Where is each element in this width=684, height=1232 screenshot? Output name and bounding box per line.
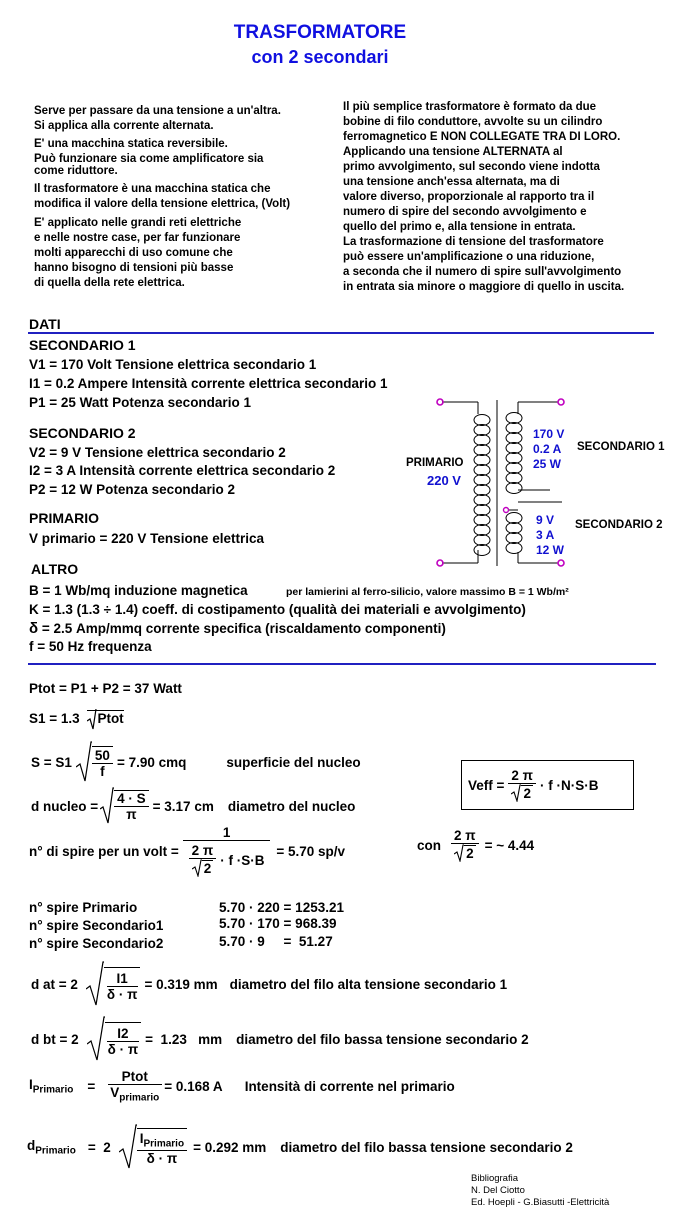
- coil-turn: [506, 443, 522, 454]
- ip-symbol: I: [29, 1077, 33, 1092]
- section-divider: [28, 663, 656, 665]
- ip-den-symbol: V: [110, 1085, 120, 1100]
- dat-formula: [31, 961, 507, 1007]
- dat-label: d at = 2: [31, 976, 78, 992]
- diagram-sec2-p: 12 W: [536, 543, 565, 557]
- coil-turn: [506, 433, 522, 444]
- terminal-sec1-top: [558, 399, 564, 405]
- coil-turn: [506, 453, 522, 464]
- intro-line: a seconda che il numero di spire sull'avvolgimento: [343, 266, 622, 278]
- coil-turn: [506, 533, 522, 544]
- diagram-sec2-i: 3 A: [536, 528, 555, 542]
- coil-turn: [506, 483, 522, 494]
- spire-per-volt-formula: [29, 825, 345, 877]
- dp-label: [27, 1138, 76, 1157]
- spire-result: = 5.70 sp/v: [276, 843, 346, 859]
- veff-denominator: [508, 784, 536, 802]
- coil-turn: [506, 523, 522, 534]
- con-fraction: [451, 828, 479, 862]
- intro-line: Applicando una tensione ALTERNATA al: [343, 146, 563, 158]
- diagram-sec1-i: 0.2 A: [533, 442, 562, 456]
- diagram-sec2-label: SECONDARIO 2: [575, 519, 663, 531]
- coil-turn: [506, 513, 522, 524]
- sqrt-symbol: [119, 1124, 137, 1170]
- v2-row: V2 = 9 V Tensione elettrica secondario 2: [29, 445, 286, 460]
- dn-description: diametro del nucleo: [227, 798, 356, 814]
- diagram-sec1-p: 25 W: [533, 457, 562, 471]
- secondario1-heading: SECONDARIO 1: [29, 337, 136, 353]
- spire-inner-denominator: [189, 859, 217, 877]
- s-fraction: [92, 746, 113, 779]
- s1-label: S1 = 1.3: [29, 711, 80, 726]
- v1-row: V1 = 170 Volt Tensione elettrica secondario 1: [29, 357, 317, 372]
- p2-row: P2 = 12 W Potenza secondario 2: [29, 482, 235, 497]
- coil-turn: [474, 485, 490, 496]
- ip-result: = 0.168 A: [164, 1078, 223, 1094]
- ip-fraction: [107, 1069, 162, 1104]
- i1-row: I1 = 0.2 Ampere Intensità corrente elettrica secondario 1: [29, 376, 388, 391]
- s-description: superficie del nucleo: [226, 754, 361, 770]
- sqrt-symbol: [511, 784, 521, 802]
- con-denominator: [451, 844, 479, 862]
- dp-symbol: d: [27, 1137, 36, 1153]
- dp-numerator: [137, 1131, 187, 1151]
- coil-turn: [474, 415, 490, 426]
- intro-right: [343, 100, 624, 295]
- nspire-primario-expr: 5.70 · 220 = 1253.21: [219, 900, 344, 915]
- dprimario-formula: [27, 1124, 573, 1170]
- con-result: = ~ 4.44: [484, 837, 535, 853]
- ip-label: [29, 1077, 73, 1096]
- delta-symbol: δ: [29, 620, 39, 637]
- intro-line: E' applicato nelle grandi reti elettriche: [34, 217, 242, 229]
- intro-line: Serve per passare da una tensione a un'altra.: [34, 105, 281, 117]
- intro-line: numero di spire del secondo avvolgimento e: [343, 206, 587, 218]
- sqrt-symbol: [87, 710, 123, 726]
- sqrt-symbol: [100, 787, 114, 825]
- spire-radicand: 2: [203, 861, 212, 876]
- diagram-sec1-v: 170 V: [533, 427, 565, 441]
- spire-fraction: [183, 825, 271, 877]
- intro-line: e nelle nostre case, per far funzionare: [34, 232, 241, 244]
- sqrt-symbol: [87, 1016, 105, 1062]
- dp-equals: = 2: [87, 1139, 111, 1155]
- i2-row: I2 = 3 A Intensità corrente elettrica secondario 2: [29, 463, 336, 478]
- sqrt-symbol: [76, 741, 92, 783]
- intro-line: Si applica alla corrente alternata.: [34, 120, 214, 132]
- con-label: con: [417, 837, 442, 853]
- veff-rest: · f ·N·S·B: [540, 777, 599, 793]
- coil-turn: [506, 423, 522, 434]
- s-denominator: f: [100, 763, 105, 779]
- coil-turn: [474, 515, 490, 526]
- dati-heading: DATI: [29, 316, 61, 332]
- b-note: per lamierini al ferro-silicio, valore massimo B = 1 Wb/m²: [286, 586, 569, 598]
- dp-description: diametro del filo bassa tensione secondario 2: [280, 1139, 573, 1155]
- intro-line: di quella della rete elettrica.: [34, 277, 185, 289]
- dat-result: = 0.319 mm: [144, 976, 218, 992]
- intro-line: quello del primo e, alla tensione in entrata.: [343, 221, 576, 233]
- intro-line: primo avvolgimento, sul secondo viene indotta: [343, 161, 600, 173]
- diagram-sec1-label: SECONDARIO 1: [577, 441, 665, 453]
- dbt-formula: [31, 1016, 529, 1062]
- con-radicand: 2: [466, 846, 474, 861]
- coil-turn: [506, 463, 522, 474]
- bibliography: [471, 1173, 609, 1209]
- intro-line: modifica il valore della tensione elettrica, (Volt): [34, 198, 291, 210]
- k-row: K = 1.3 (1.3 ÷ 1.4) coeff. di costipamento (qualità dei materiali e avvolgimento): [29, 602, 526, 617]
- nspire-sec2-expr: 5.70 · 9 = 51.27: [219, 934, 333, 949]
- spire-label: n° di spire per un volt =: [29, 843, 179, 859]
- ptot-formula: Ptot = P1 + P2 = 37 Watt: [29, 681, 182, 696]
- coil-turn: [474, 545, 490, 556]
- bibliography-line: Bibliografia: [471, 1173, 518, 1184]
- intro-line: molti apparecchi di uso comune che: [34, 247, 233, 259]
- spire-den-rest: · f ·S·B: [220, 852, 265, 868]
- intro-line: hanno bisogno di tensioni più basse: [34, 262, 234, 274]
- ip-description: Intensità di corrente nel primario: [244, 1078, 455, 1094]
- intro-line: E' una macchina statica reversibile.: [34, 138, 228, 150]
- s-numerator: 50: [92, 748, 113, 764]
- coil-turn: [474, 525, 490, 536]
- coil-turn: [474, 495, 490, 506]
- dp-fraction: [137, 1128, 187, 1166]
- veff-numerator: 2 π: [508, 768, 536, 784]
- veff-fraction: [508, 768, 536, 802]
- nspire-sec1-label: n° spire Secondario1: [29, 918, 164, 933]
- intro-line: bobine di filo conduttore, avvolte su un cilindro: [343, 116, 603, 128]
- dbt-description: diametro del filo bassa tensione secondario 2: [236, 1031, 529, 1047]
- dn-denominator: π: [126, 807, 137, 822]
- terminal-sec2-top: [504, 508, 509, 513]
- coil-turn: [474, 535, 490, 546]
- coil-turn: [474, 435, 490, 446]
- ip-den-subscript: primario: [119, 1092, 160, 1104]
- iprimario-formula: [29, 1069, 455, 1104]
- intro-line: come riduttore.: [34, 165, 118, 177]
- intro-line: in entrata sia minore o maggiore di quello in uscita.: [343, 281, 625, 293]
- bibliography-line: Ed. Hoepli - G.Biasutti -Elettricità: [471, 1197, 610, 1208]
- intro-line: La trasformazione di tensione del trasformatore: [343, 236, 604, 248]
- intro-line: una tensione anch'essa alternata, ma di: [343, 176, 560, 188]
- delta-row: [29, 620, 446, 637]
- nspire-sec1-expr: 5.70 · 170 = 968.39: [219, 916, 337, 931]
- intro-line: Può funzionare sia come amplificatore sia: [34, 153, 264, 165]
- con-numerator: 2 π: [451, 828, 479, 844]
- dp-denominator: δ · π: [146, 1150, 178, 1166]
- coil-turn: [474, 465, 490, 476]
- dat-numerator: I1: [107, 971, 138, 987]
- page-title: TRASFORMATORE: [233, 22, 407, 43]
- intro-line: Il trasformatore è una macchina statica che: [34, 183, 271, 195]
- dp-num-subscript: Primario: [143, 1138, 185, 1150]
- ip-equals: =: [87, 1078, 96, 1094]
- veff-box: [461, 760, 634, 810]
- dp-result: = 0.292 mm: [193, 1139, 267, 1155]
- s-label: S = S1: [31, 754, 72, 770]
- intro-left: [34, 104, 290, 291]
- coil-turn: [474, 505, 490, 516]
- dbt-numerator: I2: [107, 1026, 138, 1042]
- s-result: = 7.90 cmq: [116, 754, 187, 770]
- bibliography-line: N. Del Ciotto: [471, 1185, 525, 1196]
- coil-turn: [474, 445, 490, 456]
- coil-turn: [506, 543, 522, 554]
- veff-label: Veff =: [468, 777, 505, 793]
- altro-heading: ALTRO: [31, 561, 79, 577]
- s1-formula: [29, 710, 124, 726]
- dp-subscript: Primario: [35, 1145, 76, 1157]
- intro-line: ferromagnetico E NON COLLEGATE TRA DI LORO.: [343, 131, 621, 143]
- nspire-sec2-label: n° spire Secondario2: [29, 936, 164, 951]
- dat-denominator: δ · π: [106, 986, 138, 1002]
- intro-line: valore diverso, proporzionale al rapporto tra il: [343, 191, 595, 203]
- ip-subscript: Primario: [32, 1084, 74, 1096]
- dnucleo-formula: [31, 787, 355, 825]
- dbt-fraction: [105, 1022, 142, 1057]
- dp-num-symbol: I: [139, 1131, 144, 1147]
- section-divider: [28, 332, 654, 334]
- terminal-sec2-bottom: [558, 560, 564, 566]
- coil-turn: [474, 455, 490, 466]
- sqrt-symbol: [192, 859, 202, 877]
- dat-description: diametro del filo alta tensione secondario 1: [229, 976, 508, 992]
- s1-radicand: Ptot: [97, 711, 124, 726]
- dbt-result: = 1.23 mm: [145, 1031, 223, 1047]
- spire-inner-fraction: [189, 843, 217, 877]
- vprimario-row: V primario = 220 V Tensione elettrica: [29, 531, 264, 546]
- delta-text: = 2.5 Amp/mmq corrente specifica (riscaldamento componenti): [38, 621, 446, 636]
- dn-numerator: 4 · S: [114, 791, 149, 807]
- dn-label: d nucleo =: [31, 798, 99, 814]
- b-row: B = 1 Wb/mq induzione magnetica: [29, 583, 248, 598]
- dn-result: = 3.17 cm: [152, 798, 214, 814]
- dat-fraction: [104, 967, 141, 1002]
- coil-turn: [474, 425, 490, 436]
- con-formula: [417, 828, 534, 862]
- p1-row: P1 = 25 Watt Potenza secondario 1: [29, 395, 251, 410]
- secondario2-heading: SECONDARIO 2: [29, 425, 136, 441]
- spire-numerator: 1: [183, 825, 271, 841]
- sqrt-symbol: [454, 844, 464, 862]
- nspire-primario-label: n° spire Primario: [29, 900, 138, 915]
- coil-turn: [474, 475, 490, 486]
- primario-heading: PRIMARIO: [29, 510, 99, 526]
- dbt-label: d bt = 2: [31, 1031, 79, 1047]
- s-formula: [31, 741, 361, 783]
- page-subtitle: con 2 secondari: [251, 47, 389, 67]
- spire-inner-numerator: 2 π: [189, 843, 217, 859]
- intro-line: può essere un'amplificazione o una riduzione,: [343, 251, 595, 263]
- spire-denominator: [186, 841, 268, 877]
- coil-turn: [506, 473, 522, 484]
- ip-denominator: [107, 1085, 162, 1104]
- diagram-primario-label: PRIMARIO: [406, 457, 464, 469]
- f-row: f = 50 Hz frequenza: [29, 639, 152, 654]
- diagram-primario-value: 220 V: [427, 473, 461, 488]
- diagram-sec2-v: 9 V: [536, 513, 555, 527]
- coil-turn: [506, 413, 522, 424]
- intro-line: Il più semplice trasformatore è formato da due: [343, 101, 597, 113]
- dbt-denominator: δ · π: [107, 1041, 139, 1057]
- ip-numerator: Ptot: [108, 1069, 162, 1085]
- dn-fraction: [114, 790, 149, 822]
- veff-radicand: 2: [523, 786, 531, 801]
- sqrt-symbol: [86, 961, 104, 1007]
